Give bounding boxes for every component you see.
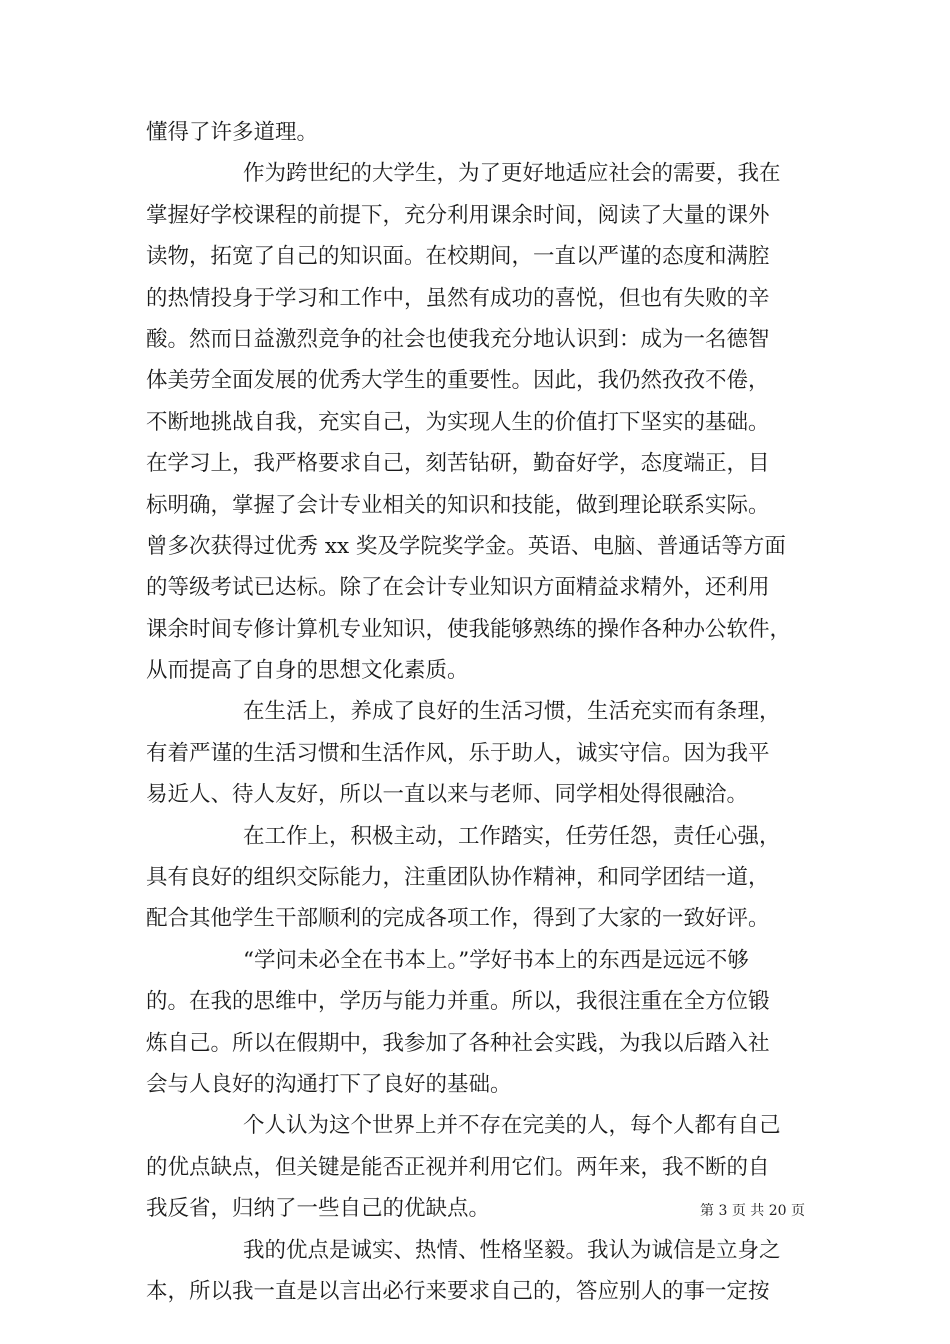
text-line: 酸。然而日益激烈竞争的社会也使我充分地认识到：成为一名德智: [146, 326, 770, 352]
text-line: 课余时间专修计算机专业知识，使我能够熟练的操作各种办公软件，: [146, 616, 792, 642]
text-line: 的优点缺点，但关键是能否正视并利用它们。两年来，我不断的自: [146, 1154, 770, 1180]
text-line: 易近人、待人友好，所以一直以来与老师、同学相处得很融洽。: [146, 782, 749, 808]
text-line: 在生活上，养成了良好的生活习惯，生活充实而有条理，: [243, 699, 781, 725]
text-line: 读物，拓宽了自己的知识面。在校期间，一直以严谨的态度和满腔: [146, 244, 770, 270]
text-line: 的等级考试已达标。除了在会计专业知识方面精益求精外，还利用: [146, 575, 770, 601]
text-line: 体美劳全面发展的优秀大学生的重要性。因此，我仍然孜孜不倦，: [146, 368, 770, 394]
document-body: [146, 112, 808, 1312]
text-line: 标明确，掌握了会计专业相关的知识和技能，做到理论联系实际。: [146, 492, 770, 518]
text-line: 会与人良好的沟通打下了良好的基础。: [146, 1071, 512, 1097]
text-line: 个人认为这个世界上并不存在完美的人，每个人都有自己: [243, 1113, 781, 1139]
text-line: 配合其他学生干部顺利的完成各项工作，得到了大家的一致好评。: [146, 906, 770, 932]
page-number: 第 3 页 共 20 页: [700, 1203, 805, 1219]
text-line: “学问未必全在书本上。”学好书本上的东西是远远不够: [243, 947, 749, 973]
text-line: 的热情投身于学习和工作中，虽然有成功的喜悦，但也有失败的辛: [146, 285, 770, 311]
text-line: 具有良好的组织交际能力，注重团队协作精神，和同学团结一道，: [146, 865, 770, 891]
text-line: 的。在我的思维中，学历与能力并重。所以，我很注重在全方位锻: [146, 989, 770, 1015]
text-line: 不断地挑战自我，充实自己，为实现人生的价值打下坚实的基础。: [146, 409, 770, 435]
text-line: 曾多次获得过优秀 xx 奖及学院奖学金。英语、电脑、普通话等方面: [146, 533, 786, 559]
text-line: 掌握好学校课程的前提下，充分利用课余时间，阅读了大量的课外: [146, 202, 770, 228]
text-line: 在学习上，我严格要求自己，刻苦钻研，勤奋好学，态度端正，目: [146, 451, 770, 477]
text-line: 作为跨世纪的大学生，为了更好地适应社会的需要，我在: [243, 161, 781, 187]
text-line: 懂得了许多道理。: [146, 120, 319, 145]
text-line: 炼自己。所以在假期中，我参加了各种社会实践，为我以后踏入社: [146, 1030, 770, 1056]
text-line: 我反省，归纳了一些自己的优缺点。: [146, 1196, 491, 1222]
text-line: 在工作上，积极主动，工作踏实，任劳任怨，责任心强，: [243, 823, 781, 849]
text-line: 从而提高了自身的思想文化素质。: [146, 658, 469, 684]
text-line: 本，所以我一直是以言出必行来要求自己的，答应别人的事一定按: [146, 1278, 770, 1304]
text-line: 有着严谨的生活习惯和生活作风，乐于助人，诚实守信。因为我平: [146, 740, 770, 766]
text-line: 我的优点是诚实、热情、性格坚毅。我认为诚信是立身之: [243, 1237, 781, 1263]
